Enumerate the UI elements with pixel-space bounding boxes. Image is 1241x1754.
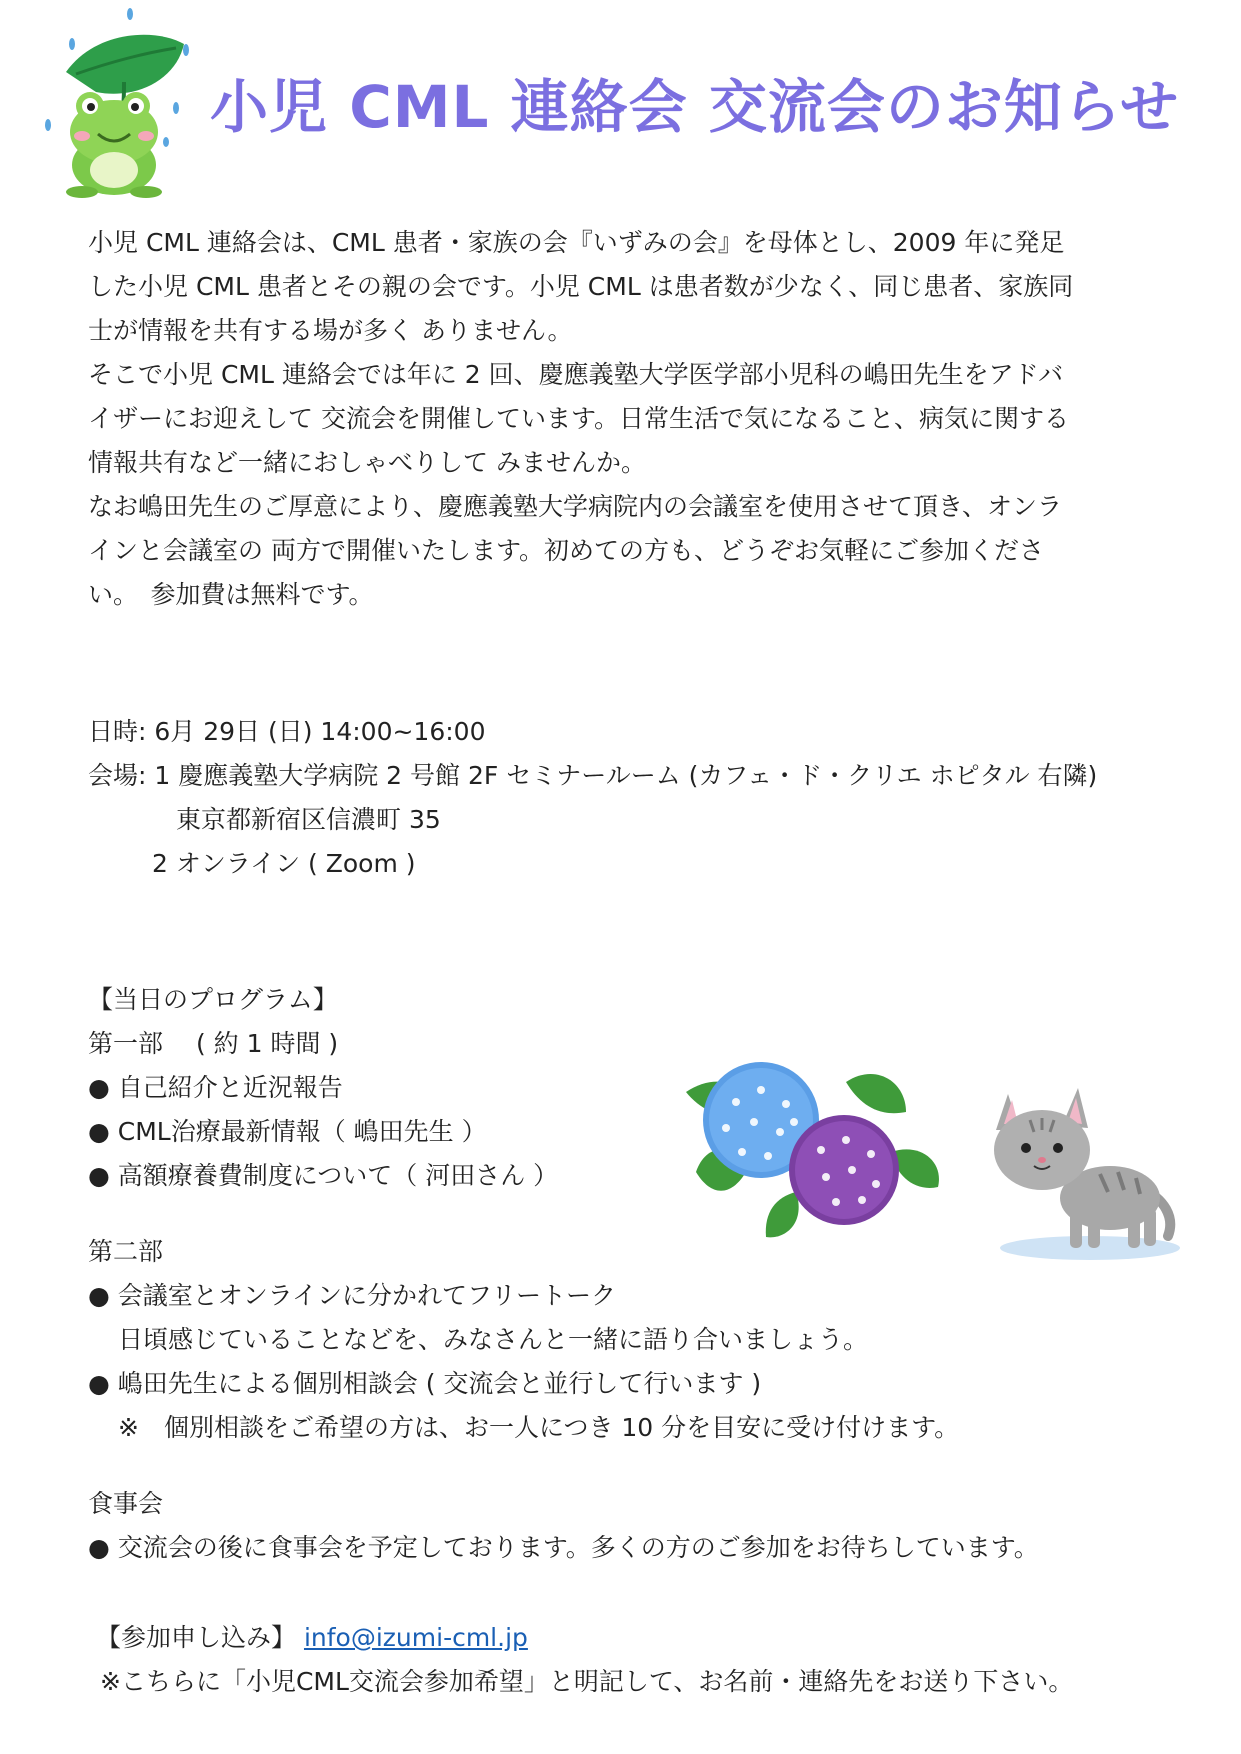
list-item: ● 嶋田先生による個別相談会 ( 交流会と並行して行います ) (88, 1369, 762, 1398)
intro-line: インと会議室の 両方で開催いたします。初めての方も、どうぞお気軽にご参加くださ (88, 536, 1044, 565)
event-address: 東京都新宿区信濃町 35 (176, 805, 441, 834)
list-item: ● 会議室とオンラインに分かれてフリートーク (88, 1281, 617, 1310)
intro-line: い。 参加費は無料です。 (88, 580, 374, 609)
program-heading: 【当日のプログラム】 (88, 985, 338, 1014)
list-item: ● CML治療最新情報（ 嶋田先生 ） (88, 1117, 487, 1146)
cat-icon (990, 1068, 1190, 1268)
list-item: ● 自己紹介と近況報告 (88, 1073, 343, 1102)
program-meal: 食事会 (88, 1489, 164, 1518)
email-link[interactable]: info@izumi-cml.jp (303, 1623, 528, 1652)
intro-line: イザーにお迎えして 交流会を開催しています。日常生活で気になること、病気に関する (88, 404, 1069, 433)
frog-with-leaf-umbrella-icon (36, 0, 196, 200)
apply-line (96, 1623, 528, 1653)
intro-line: した小児 CML 患者とその親の会です。小児 CML は患者数が少なく、同じ患者、家族同 (88, 272, 1074, 301)
list-item-note: ※ 個別相談をご希望の方は、お一人につき 10 分を目安に受け付けます。 (118, 1413, 960, 1442)
event-venue-1: 会場: 1 慶應義塾大学病院 2 号館 2F セミナールーム (カフェ・ド・クリエ ホピタル 右隣) (88, 761, 1098, 790)
apply-note: ※こちらに「小児CML交流会参加希望」と明記して、お名前・連絡先をお送り下さい。 (100, 1667, 1074, 1696)
intro-line: 小児 CML 連絡会は、CML 患者・家族の会『いずみの会』を母体とし、2009 年に発足 (88, 228, 1065, 257)
hydrangea-icon (676, 1062, 946, 1242)
intro-line: 情報共有など一緒におしゃべりして みませんか。 (88, 448, 646, 477)
event-venue-2: 2 オンライン ( Zoom ) (152, 849, 416, 878)
event-date: 日時: 6月 29日 (日) 14:00~16:00 (88, 717, 486, 746)
program-part1: 第一部 ( 約 1 時間 ) (88, 1029, 339, 1058)
list-item-detail: 日頃感じていることなどを、みなさんと一緒に語り合いましょう。 (118, 1325, 869, 1354)
intro-line: 士が情報を共有する場が多く ありません。 (88, 316, 573, 345)
intro-line: なお嶋田先生のご厚意により、慶應義塾大学病院内の会議室を使用させて頂き、オンラ (88, 492, 1063, 521)
intro-line: そこで小児 CML 連絡会では年に 2 回、慶應義塾大学医学部小児科の嶋田先生をアドバ (88, 360, 1064, 389)
list-item: ● 高額療養費制度について（ 河田さん ） (88, 1161, 559, 1190)
program-part2: 第二部 (88, 1237, 164, 1266)
page-title: 小児 CML 連絡会 交流会のお知らせ (210, 73, 1180, 141)
apply-label: 【参加申し込み】 (96, 1623, 297, 1652)
list-item: ● 交流会の後に食事会を予定しております。多くの方のご参加をお待ちしています。 (88, 1533, 1039, 1562)
